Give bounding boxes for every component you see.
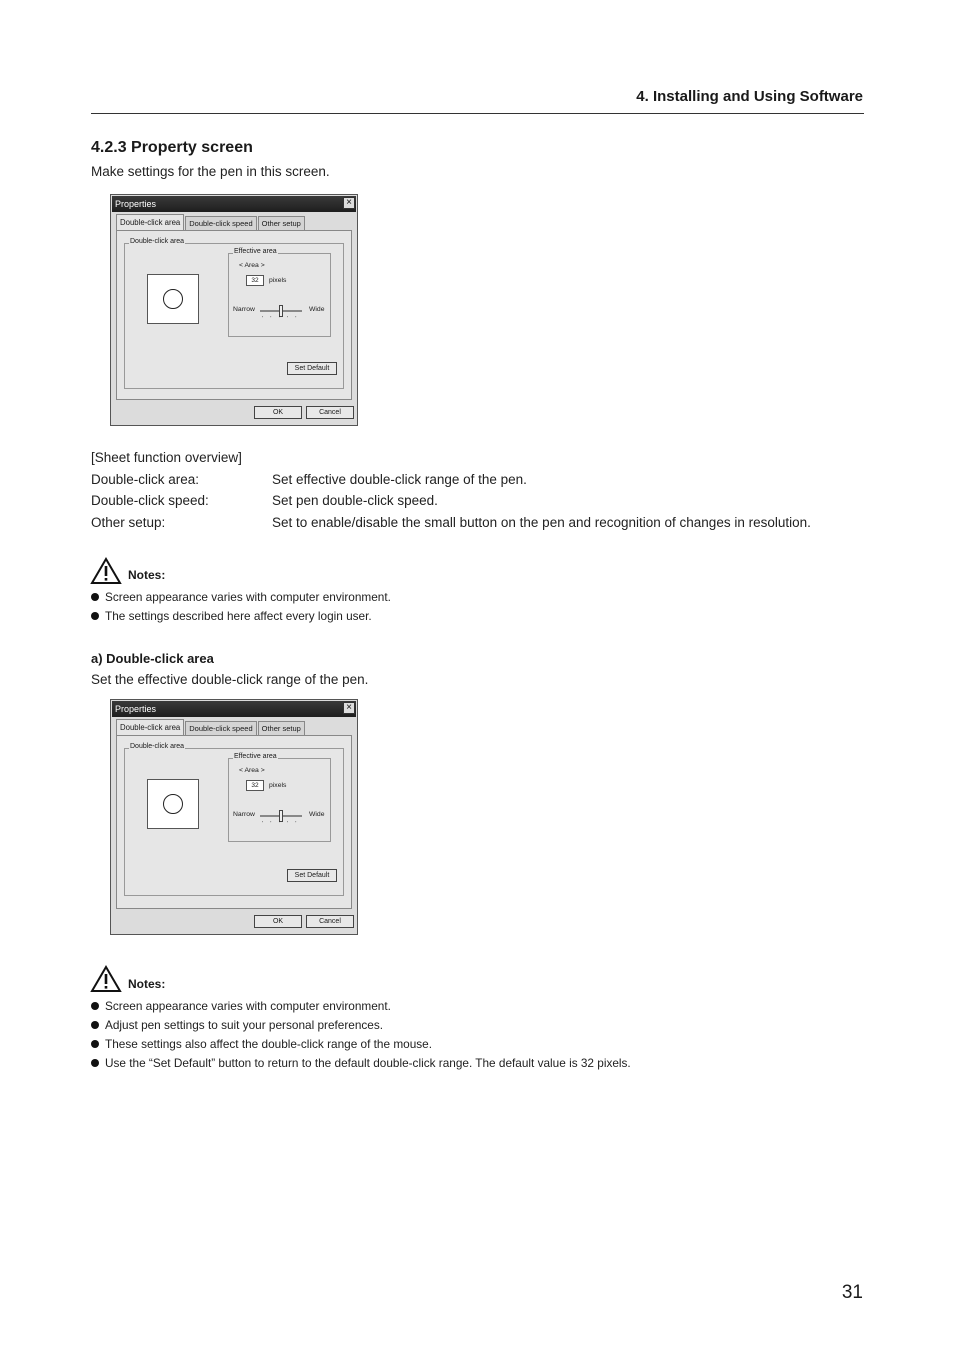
- subsection-intro: Set the effective double-click range of the pen.: [91, 672, 369, 687]
- note-item: Adjust pen settings to suit your personal preferences.: [91, 1018, 383, 1032]
- overview-term: Other setup:: [91, 515, 166, 530]
- bullet-icon: [91, 612, 99, 620]
- area-value-field[interactable]: 32: [246, 780, 264, 791]
- pixels-label: pixels: [269, 277, 287, 284]
- note-item: Use the “Set Default” button to return to the default double-click range. The default value is 32 pixels.: [91, 1056, 631, 1070]
- note-item: Screen appearance varies with computer environment.: [91, 590, 391, 604]
- overview-term: Double-click speed:: [91, 493, 209, 508]
- ok-button[interactable]: OK: [254, 915, 302, 928]
- close-icon[interactable]: ×: [343, 702, 355, 714]
- tab-double-click-speed[interactable]: Double-click speed: [185, 721, 256, 735]
- tab-other-setup[interactable]: Other setup: [258, 721, 305, 735]
- slider-ticks: ' ' ' ' ': [262, 821, 300, 827]
- properties-dialog-2: [110, 699, 358, 935]
- overview-desc: Set to enable/disable the small button on the pen and recognition of changes in resolution.: [272, 515, 811, 530]
- bullet-icon: [91, 1021, 99, 1029]
- tab-strip: [116, 216, 306, 230]
- area-preview: [147, 274, 199, 324]
- group-label: Double-click area: [130, 743, 185, 750]
- overview-desc: Set effective double-click range of the pen.: [272, 472, 527, 487]
- wide-label: Wide: [309, 306, 325, 313]
- group-label: Double-click area: [130, 238, 185, 245]
- bullet-icon: [91, 593, 99, 601]
- note-item: These settings also affect the double-click range of the mouse.: [91, 1037, 432, 1051]
- note-item: The settings described here affect every login user.: [91, 609, 372, 623]
- tab-panel: [116, 230, 352, 400]
- close-icon[interactable]: ×: [343, 197, 355, 209]
- tab-double-click-area[interactable]: Double-click area: [116, 214, 184, 230]
- double-click-area-group: [124, 238, 344, 389]
- narrow-label: Narrow: [233, 811, 255, 818]
- subsection-title: a) Double-click area: [91, 651, 214, 666]
- double-click-area-group: [124, 743, 344, 896]
- overview-term: Double-click area:: [91, 472, 200, 487]
- bullet-icon: [91, 1059, 99, 1067]
- warning-icon: [90, 965, 122, 993]
- area-label: < Area >: [239, 767, 265, 774]
- area-preview: [147, 779, 199, 829]
- note-item: Screen appearance varies with computer environment.: [91, 999, 391, 1013]
- tab-other-setup[interactable]: Other setup: [258, 216, 305, 230]
- set-default-button[interactable]: Set Default: [287, 869, 337, 882]
- area-label: < Area >: [239, 262, 265, 269]
- dialog-title: Properties: [112, 196, 356, 212]
- narrow-label: Narrow: [233, 306, 255, 313]
- slider-ticks: ' ' ' ' ': [262, 316, 300, 322]
- bullet-icon: [91, 1040, 99, 1048]
- cancel-button[interactable]: Cancel: [306, 406, 354, 419]
- notes-label: Notes:: [128, 568, 166, 582]
- chapter-header: 4. Installing and Using Software: [636, 88, 863, 105]
- warning-icon: [90, 557, 122, 585]
- overview-desc: Set pen double-click speed.: [272, 493, 438, 508]
- pixels-label: pixels: [269, 782, 287, 789]
- notes-label: Notes:: [128, 977, 166, 991]
- wide-label: Wide: [309, 811, 325, 818]
- section-intro: Make settings for the pen in this screen.: [91, 164, 330, 179]
- tab-panel: [116, 735, 352, 909]
- circle-icon: [163, 794, 183, 814]
- dialog-title: Properties: [112, 701, 356, 717]
- properties-dialog-1: [110, 194, 358, 426]
- bullet-icon: [91, 1002, 99, 1010]
- tab-strip: [116, 721, 306, 735]
- overview-heading: [Sheet function overview]: [91, 450, 242, 465]
- effective-area-group: [228, 248, 331, 337]
- tab-double-click-speed[interactable]: Double-click speed: [185, 216, 256, 230]
- circle-icon: [163, 289, 183, 309]
- section-title: 4.2.3 Property screen: [91, 139, 253, 156]
- header-rule: [91, 113, 864, 114]
- tab-double-click-area[interactable]: Double-click area: [116, 719, 184, 735]
- page-number: 31: [841, 1282, 863, 1303]
- cancel-button[interactable]: Cancel: [306, 915, 354, 928]
- effective-area-group: [228, 753, 331, 842]
- effective-area-label: Effective area: [234, 248, 277, 255]
- area-value-field[interactable]: 32: [246, 275, 264, 286]
- set-default-button[interactable]: Set Default: [287, 362, 337, 375]
- effective-area-label: Effective area: [234, 753, 277, 760]
- ok-button[interactable]: OK: [254, 406, 302, 419]
